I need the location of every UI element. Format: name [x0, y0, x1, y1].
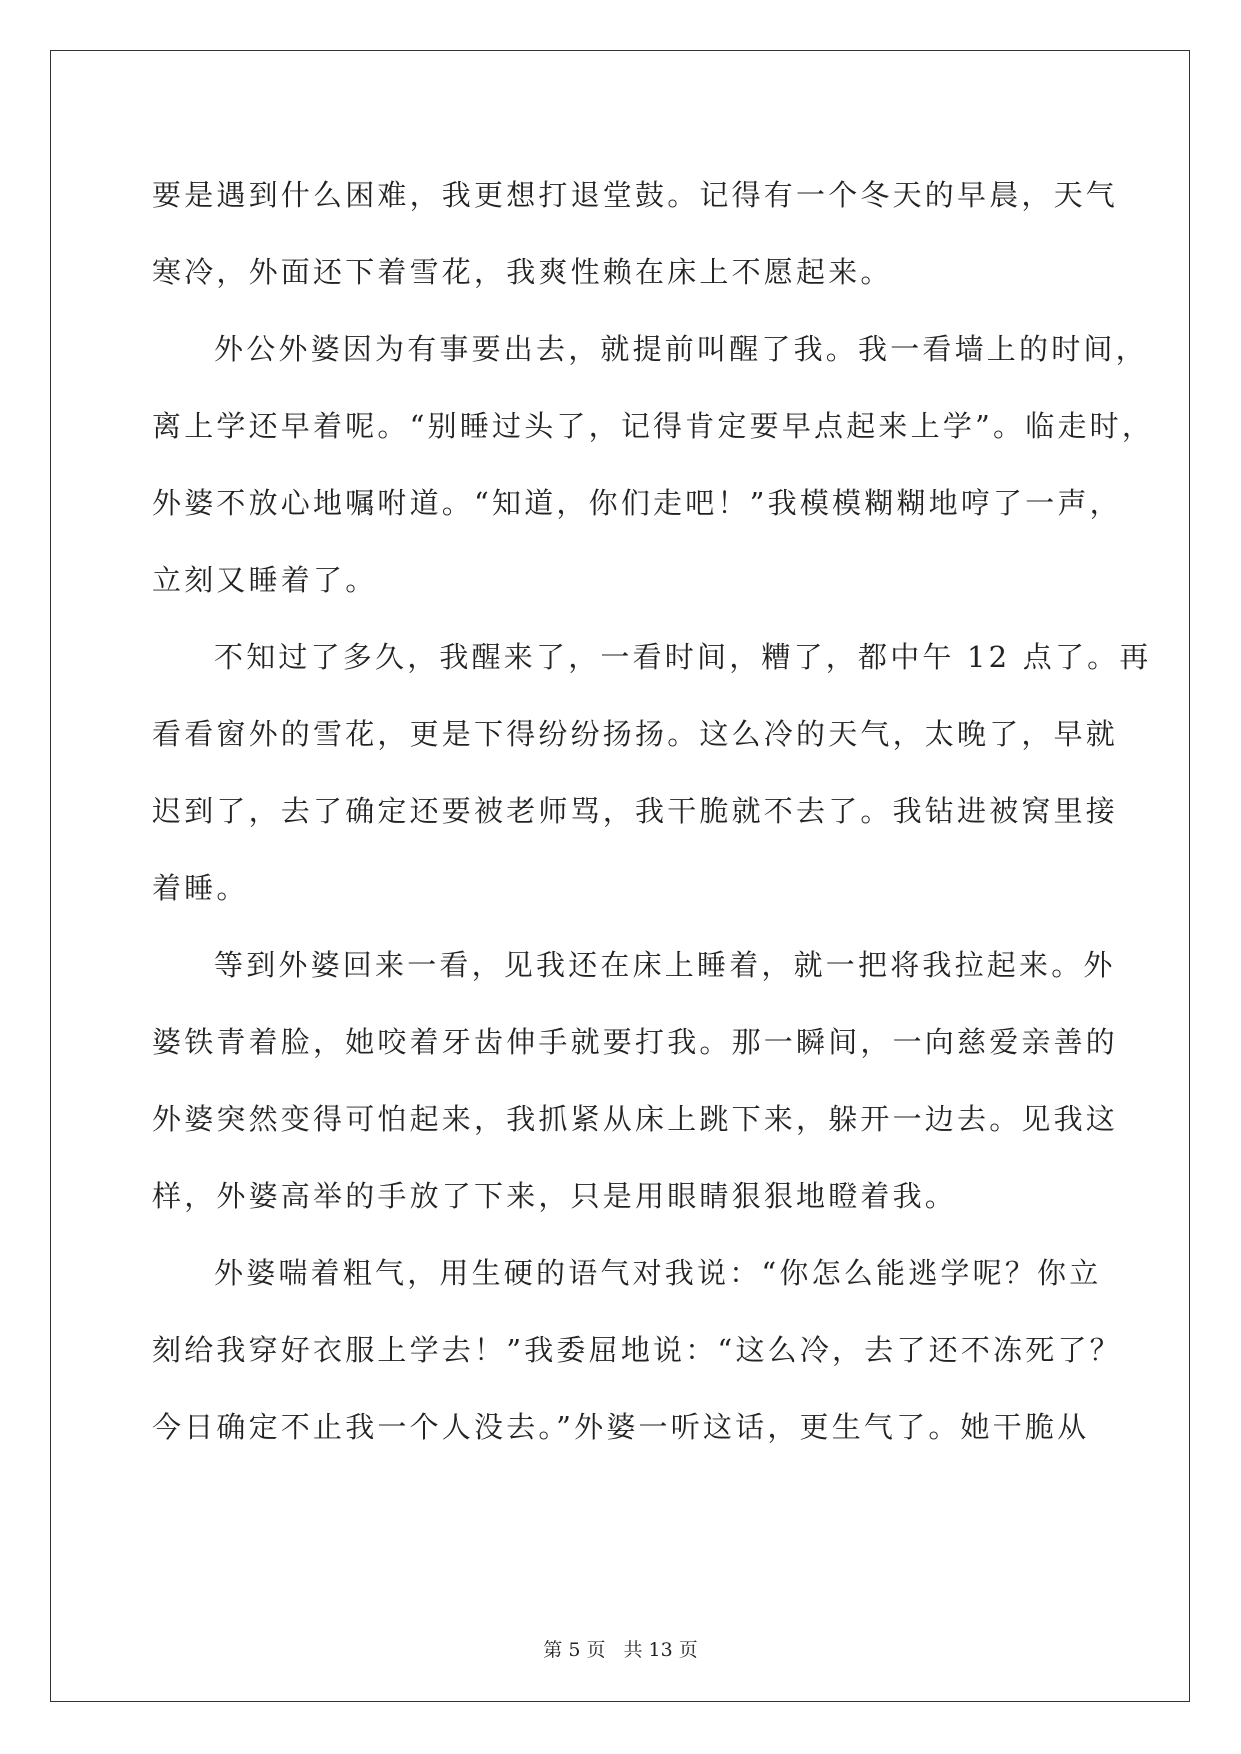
- text-line: 外公外婆因为有事要出去，就提前叫醒了我。我一看墙上的时间，: [214, 332, 1148, 366]
- paragraph: [152, 311, 1155, 619]
- text-line: 看看窗外的雪花，更是下得纷纷扬扬。这么冷的天气，太晚了，早就: [152, 717, 1119, 751]
- page-number: 第 5 页: [543, 1639, 606, 1661]
- document-body: [152, 157, 1155, 1466]
- text-line: 等到外婆回来一看，见我还在床上睡着，就一把将我拉起来。外: [214, 948, 1116, 982]
- text-line: 迟到了，去了确定还要被老师骂，我干脆就不去了。我钻进被窝里接: [152, 794, 1119, 828]
- paragraph: [152, 1235, 1122, 1466]
- paragraph: [152, 619, 1152, 927]
- page-footer: [0, 1635, 1241, 1662]
- text-line: 样，外婆高举的手放了下来，只是用眼睛狠狠地瞪着我。: [152, 1179, 958, 1213]
- text-line: 今日确定不止我一个人没去。”外婆一听这话，更生气了。她干脆从: [152, 1410, 1090, 1444]
- text-line: 外婆突然变得可怕起来，我抓紧从床上跳下来，躲开一边去。见我这: [152, 1102, 1119, 1136]
- text-line: 刻给我穿好衣服上学去！”我委屈地说：“这么冷，去了还不冻死了？: [152, 1333, 1122, 1367]
- text-line: 婆铁青着脸，她咬着牙齿伸手就要打我。那一瞬间，一向慈爱亲善的: [152, 1025, 1119, 1059]
- paragraph: [152, 927, 1119, 1235]
- text-line: 着睡。: [152, 871, 249, 905]
- text-line: 寒冷，外面还下着雪花，我爽性赖在床上不愿起来。: [152, 255, 893, 289]
- text-line: 外婆不放心地嘱咐道。“知道，你们走吧！”我模模糊糊地哼了一声，: [152, 486, 1122, 520]
- text-line: 要是遇到什么困难，我更想打退堂鼓。记得有一个冬天的早晨，天气: [152, 178, 1119, 212]
- text-line: 外婆喘着粗气，用生硬的语气对我说：“你怎么能逃学呢？你立: [214, 1256, 1102, 1290]
- text-line: 立刻又睡着了。: [152, 563, 378, 597]
- text-line: 不知过了多久，我醒来了，一看时间，糟了，都中午 12 点了。再: [214, 640, 1152, 674]
- paragraph: [152, 157, 1119, 311]
- page-total: 共 13 页: [623, 1639, 698, 1661]
- text-line: 离上学还早着呢。“别睡过头了，记得肯定要早点起来上学”。临走时，: [152, 409, 1155, 443]
